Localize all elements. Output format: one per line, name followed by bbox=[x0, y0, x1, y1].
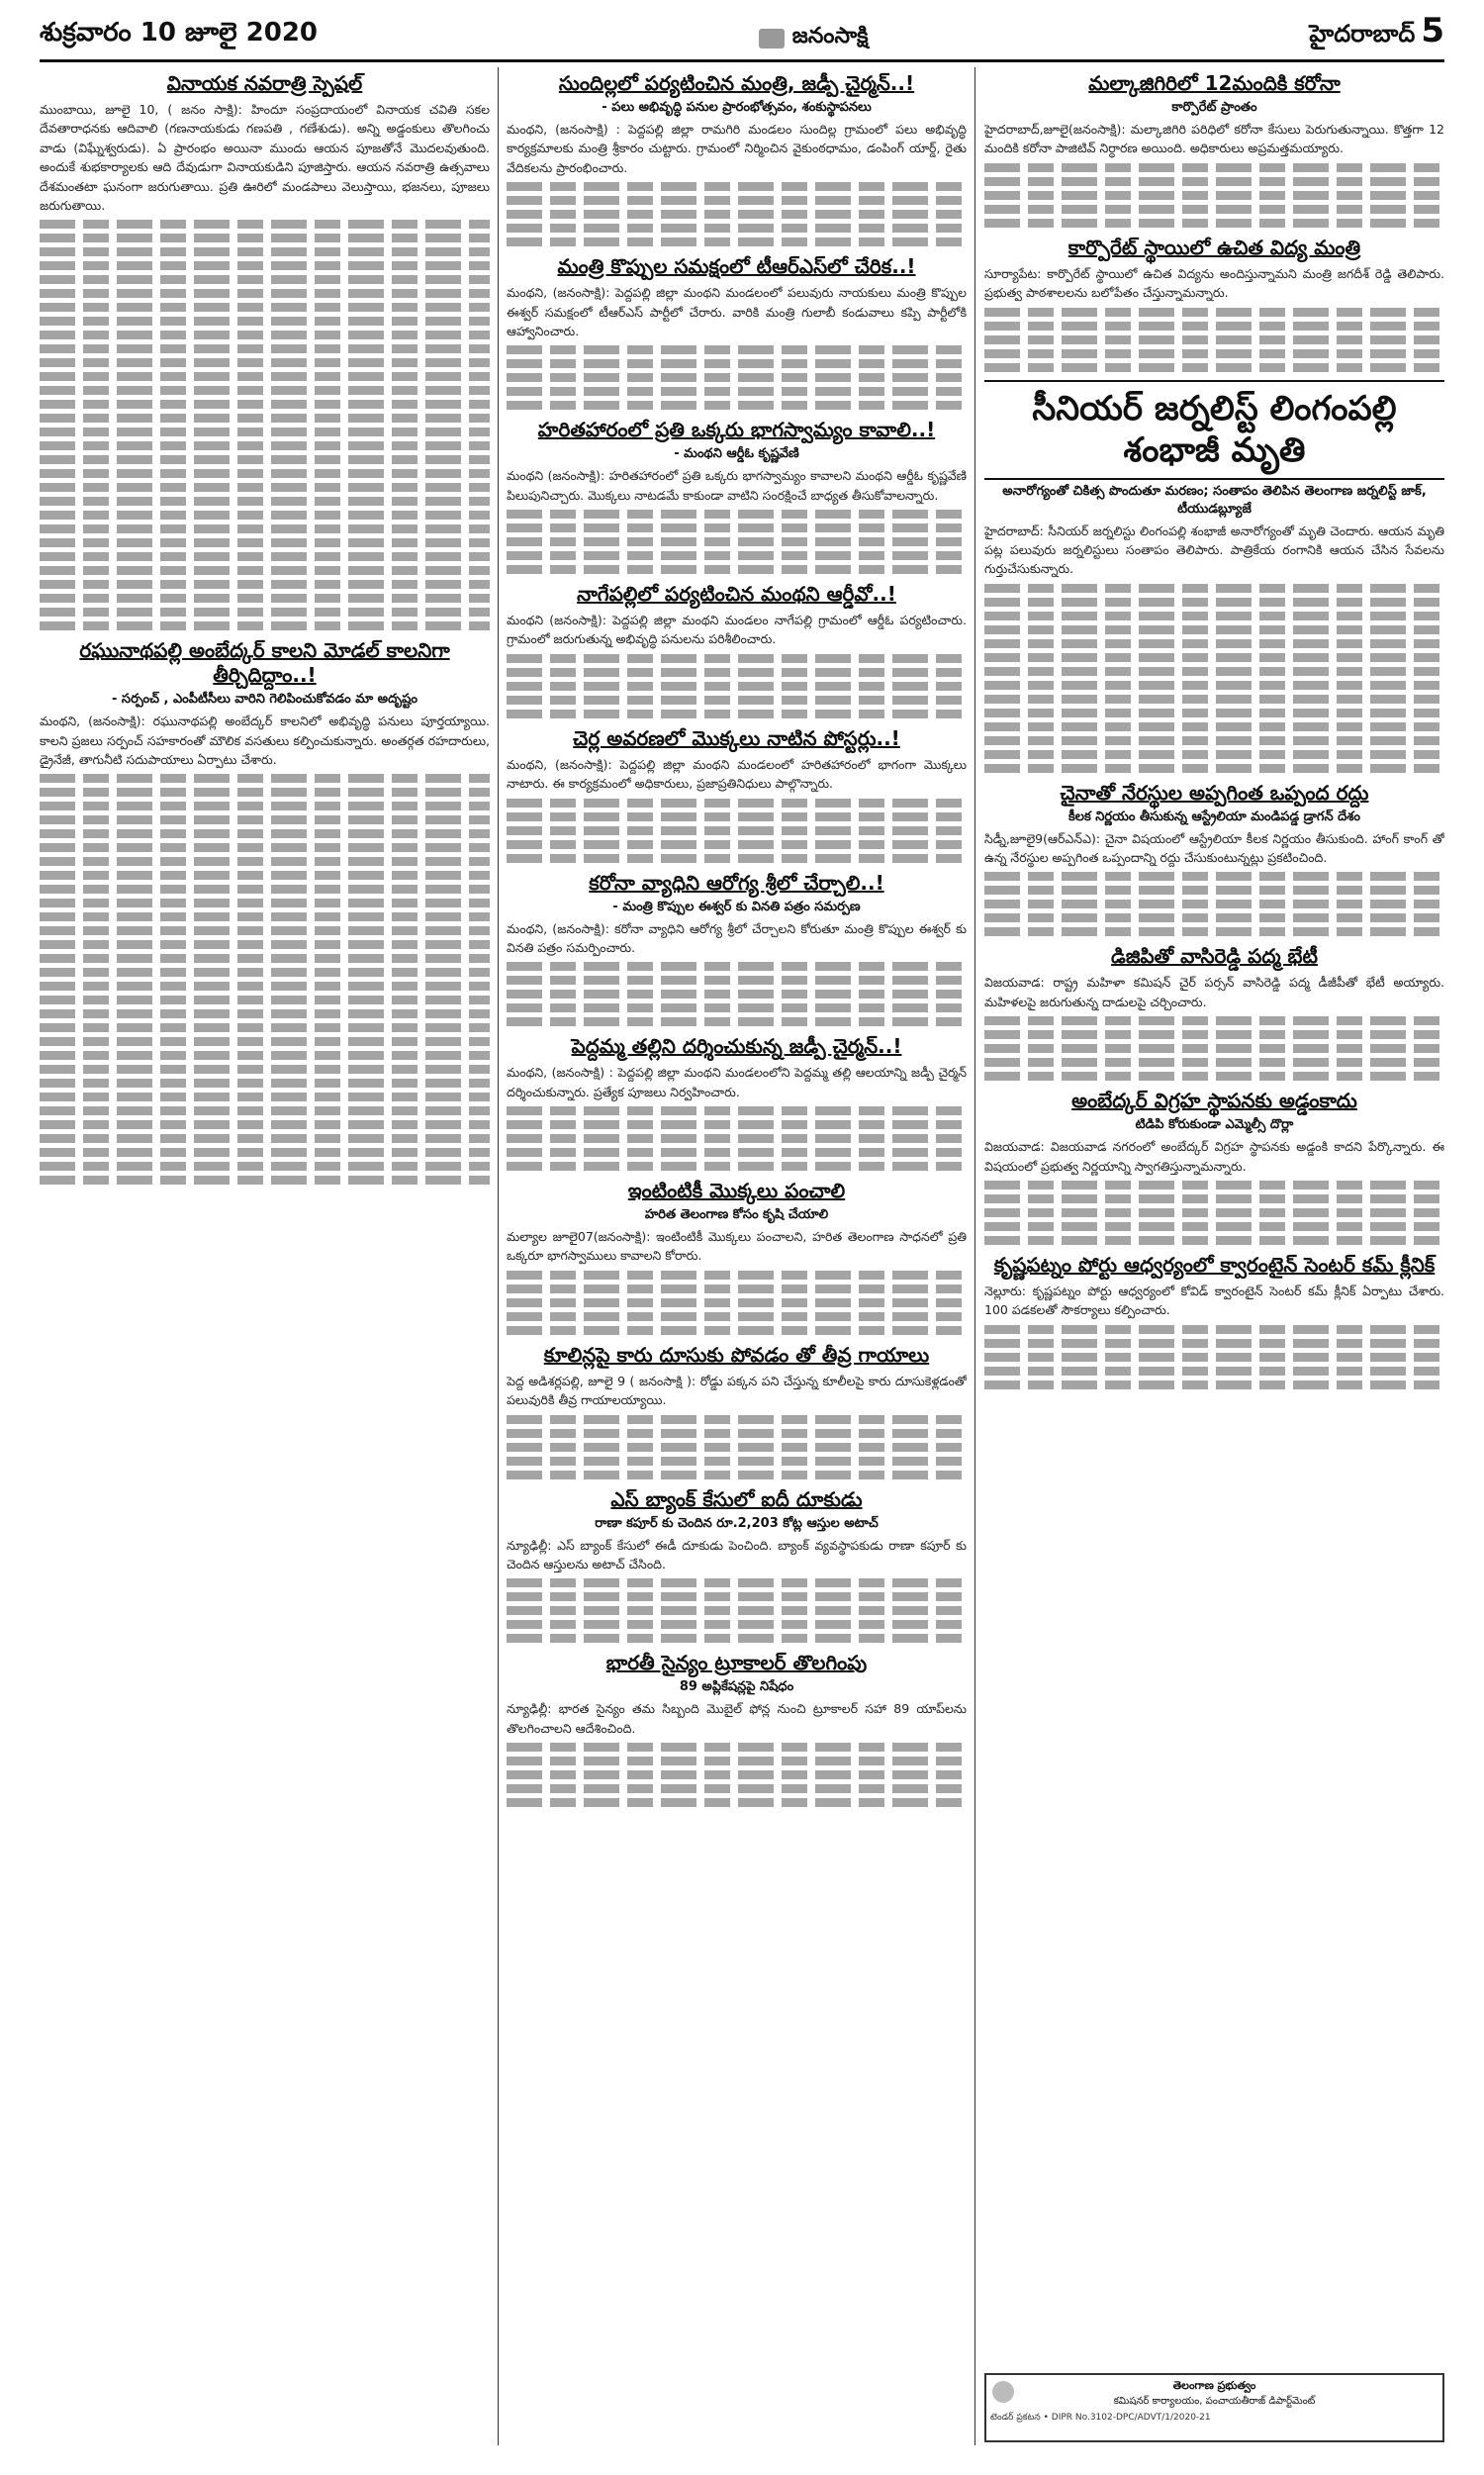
text-line-filler bbox=[40, 344, 490, 353]
text-line-filler bbox=[984, 927, 1444, 936]
text-line-filler bbox=[984, 900, 1444, 908]
text-line-filler bbox=[984, 1222, 1444, 1231]
article-body: హైదరాబాద్: సీనియర్ జర్నలిస్టు లింగంపల్లి శంభాజీ అనారోగ్యంతో మృతి చెందారు. ఆయన మృతి పట్ల పలువురు జర్నలిస్టులు సంతాపం తెలిపారు. పాత్రికేయ రంగానికి ఆయన చేసిన సేవలను గుర్తుచేసుకున్నారు. bbox=[984, 523, 1444, 577]
article-subhead: రాణా కపూర్ కు చెందిన రూ.2,203 కోట్ల ఆస్తుల అటాచ్ bbox=[595, 1515, 879, 1531]
article-body: మంథని, (జనంసాక్షి) : పెద్దపల్లి జిల్లా మంథని మండలంలోని పెద్దమ్మ తల్లి ఆలయాన్ని జడ్పీ చైర్మన్ దర్శించుకున్నారు. ప్రత్యేక పూజలు నిర్వహించారు. bbox=[507, 1065, 967, 1099]
text-line-filler bbox=[40, 857, 490, 866]
text-line-filler bbox=[507, 196, 967, 205]
article-headline: సీనియర్ జర్నలిస్ట్ లింగంపల్లి శంభాజీ మృతి bbox=[984, 380, 1444, 480]
text-line-filler bbox=[507, 1798, 967, 1807]
article-body: పెద్ద అడిశర్లపల్లి, జూలై 9 ( జనంసాక్షి ): రోడ్డు పక్కన పని చేస్తున్న కూలీలపై కారు దూసుకెళ్లడంతో పలువురికి తీవ్ర గాయాలయ్యాయి. bbox=[507, 1373, 967, 1408]
text-line-filler bbox=[507, 1743, 967, 1752]
article-body: మంథని (జనంసాక్షి): హరితహారంలో ప్రతి ఒక్కరు భాగస్వామ్యం కావాలని మంథని ఆర్డీఓ కృష్ణవేణి పిలుపునిచ్చారు. మొక్కలు నాటడమే కాకుండా వాటిని సంరక్షించే బాధ్యత తీసుకోవాలన్నారు. bbox=[507, 468, 967, 503]
article-headline: కృష్ణపట్నం పోర్టు ఆధ్వర్యంలో క్వారంటైన్ సెంటర్ కమ్ క్లీనిక్ bbox=[993, 1252, 1436, 1277]
article-body: మంథని, (జనంసాక్షి): కరోనా వ్యాధిని ఆరోగ్య శ్రీలో చేర్చాలని కోరుతూ మంత్రి కొప్పుల ఈశ్వర్ కు వినతి పత్రం సమర్పించారు. bbox=[507, 920, 967, 955]
city-name: హైదరాబాద్ bbox=[1309, 20, 1416, 48]
text-line-filler bbox=[40, 317, 490, 326]
text-line-filler bbox=[40, 1093, 490, 1101]
text-line-filler bbox=[984, 1339, 1444, 1348]
text-line-filler bbox=[507, 812, 967, 821]
text-line-filler bbox=[984, 709, 1444, 717]
text-line-filler bbox=[507, 1326, 967, 1335]
text-line-filler bbox=[40, 441, 490, 450]
text-line-filler bbox=[40, 538, 490, 547]
article-subhead: - పలు అభివృద్ధి పనుల ప్రారంభోత్సవం, శంకుస్థాపనలు bbox=[602, 100, 872, 115]
text-line-filler bbox=[984, 1236, 1444, 1245]
article-body: మంథని, (జనంసాక్షి): రఘునాథపల్లి అంబేద్కర్ కాలనిలో అభివృద్ధి పనులు పూర్తయ్యాయి. కాలని ప్రజలు సర్పంచ్ సహకారంతో మౌలిక వసతులు కల్పించుకున్నారు. అంతర్గత రహదారులు, డ్రైనేజీ, తాగునీటి సదుపాయాలు ఏర్పాటు చేశారు. bbox=[40, 714, 490, 767]
article-headline: చెర్ల అవరణలో మొక్కలు నాటిన పోస్టర్లు..! bbox=[573, 725, 900, 750]
article bbox=[507, 1179, 967, 1335]
text-line-filler bbox=[40, 455, 490, 464]
text-line-filler bbox=[40, 788, 490, 797]
paper-logo bbox=[759, 24, 869, 59]
article bbox=[984, 236, 1444, 372]
text-line-filler bbox=[984, 1380, 1444, 1389]
article-body: ముంబాయి, జూలై 10, ( జనం సాక్షి): హిందూ సంప్రదాయంలో వినాయక చవితి సకల దేవతారాధనకు ఆదివాలి (గణనాయకుడు గణపతి , గణేశుడు). అన్ని అడ్డంకులు తొలగించు వాడు (విఘ్నేశ్వరుడు). ఏ ప్రారంభం అయినా ముందు ఆయన పూజతోనే మొదలవుతుంది. అందుకే శుభకార్యాలకు ఆది దేవుడుగా వినాయకుడిని పూజిస్తారు. ఆయన నవరాత్రి ఉత్సవాలు దేశమంతటా ఘనంగా జరుగుతాయి. ప్రతి ఊరిలో మండపాలు వెలుస్తాయి, భజనలు, పూజలు జరుగుతాయి. bbox=[40, 102, 490, 213]
article-headline: సుందిల్లలో పర్యటించిన మంత్రి, జడ్పీ చైర్మన్..! bbox=[558, 71, 915, 95]
text-line-filler bbox=[507, 387, 967, 396]
text-line-filler bbox=[984, 1194, 1444, 1203]
text-line-filler bbox=[40, 483, 490, 492]
text-line-filler bbox=[40, 774, 490, 783]
text-line-filler bbox=[984, 695, 1444, 704]
article bbox=[507, 726, 967, 863]
text-line-filler bbox=[40, 566, 490, 575]
text-line-filler bbox=[40, 234, 490, 242]
issue-date: శుక్రవారం 10 జూలై 2020 bbox=[40, 18, 319, 48]
text-line-filler bbox=[40, 899, 490, 907]
article-body: న్యూఢిల్లీ: భారత సైన్యం తమ సిబ్బంది మొబైల్ ఫోన్ల నుంచి ట్రూకాలర్ సహా 89 యాప్‌లను తొలగించాలని ఆదేశించింది. bbox=[507, 1701, 967, 1736]
ad-subtitle: కమిషనర్ కార్యాలయం, పంచాయతీరాజ్ డిపార్ట్‌మెంట్ bbox=[1113, 2396, 1316, 2407]
text-line-filler bbox=[507, 1271, 967, 1280]
text-line-filler bbox=[40, 414, 490, 423]
text-line-filler bbox=[984, 1353, 1444, 1362]
text-line-filler bbox=[40, 303, 490, 312]
article-body: మల్యాల జూలై07(జనంసాక్షి): ఇంటింటికీ మొక్కలు పంచాలని, హరిత తెలంగాణ సాధనలో ప్రతి ఒక్కరూ భాగస్వాములు కావాలని కోరారు. bbox=[507, 1229, 967, 1264]
article bbox=[507, 1487, 967, 1644]
text-line-filler bbox=[507, 182, 967, 191]
text-line-filler bbox=[507, 840, 967, 849]
text-line-filler bbox=[507, 1471, 967, 1479]
text-line-filler bbox=[507, 854, 967, 863]
column-rule bbox=[974, 67, 975, 2445]
text-line-filler bbox=[507, 1003, 967, 1012]
article-subhead: కార్పొరేట్ ప్రాంతం bbox=[1171, 100, 1257, 115]
text-line-filler bbox=[507, 1606, 967, 1615]
article bbox=[507, 1343, 967, 1479]
text-line-filler bbox=[984, 308, 1444, 317]
text-line-filler bbox=[40, 1051, 490, 1060]
text-line-filler bbox=[984, 639, 1444, 648]
article-body: మంథని, (జనంసాక్షి) : పెద్దపల్లి జిల్లా రామగిరి మండలం సుందిల్ల గ్రామంలో పలు అభివృద్ధి కార్యక్రమాలకు మంత్రి శ్రీకారం చుట్టారు. గ్రామంలో నిర్మించిన వైకుంఠధామం, డంపింగ్ యార్డ్, రైతు వేదికలను ప్రారంభించారు. bbox=[507, 122, 967, 175]
text-line-filler bbox=[40, 261, 490, 270]
text-line-filler bbox=[507, 990, 967, 999]
text-line-filler bbox=[984, 349, 1444, 358]
article-headline: చైనాతో నేరస్థుల అప్పగింత ఒప్పంద రద్దు bbox=[1060, 780, 1369, 805]
text-line-filler bbox=[984, 1208, 1444, 1217]
article bbox=[984, 71, 1444, 228]
text-line-filler bbox=[984, 1181, 1444, 1190]
article bbox=[984, 1089, 1444, 1245]
article-body: విజయవాడ: రాష్ట్ర మహిళా కమిషన్ చైర్ పర్సన్ వాసిరెడ్డి పద్మ డీజీపీతో భేటీ అయ్యారు. మహిళలపై జరుగుతున్న దాడులపై చర్చించారు. bbox=[984, 975, 1444, 1009]
text-line-filler bbox=[507, 1162, 967, 1171]
text-line-filler bbox=[40, 372, 490, 381]
article-subhead: కీలక నిర్ణయం తీసుకున్న ఆస్ట్రేలియా మండిపడ్డ డ్రాగన్ దేశం bbox=[1067, 809, 1361, 824]
text-line-filler bbox=[507, 962, 967, 971]
text-line-filler bbox=[40, 428, 490, 436]
text-line-filler bbox=[40, 815, 490, 824]
article-body: న్యూఢిల్లీ: ఎస్ బ్యాంక్ కేసులో ఈడీ దూకుడు పెంచింది. బ్యాంక్ వ్యవస్థాపకుడు రాణా కపూర్ కు చెందిన ఆస్తులను అటాచ్ చేసింది. bbox=[507, 1537, 967, 1571]
text-line-filler bbox=[507, 1017, 967, 1026]
text-line-filler bbox=[40, 1162, 490, 1171]
text-line-filler bbox=[507, 682, 967, 691]
text-line-filler bbox=[507, 654, 967, 663]
text-line-filler bbox=[507, 551, 967, 560]
text-line-filler bbox=[507, 537, 967, 546]
text-line-filler bbox=[507, 1298, 967, 1307]
column-2 bbox=[507, 67, 967, 2445]
text-line-filler bbox=[40, 1065, 490, 1074]
text-line-filler bbox=[984, 872, 1444, 881]
text-line-filler bbox=[507, 224, 967, 233]
text-line-filler bbox=[984, 1030, 1444, 1039]
text-line-filler bbox=[40, 926, 490, 935]
article-headline: హరితహారంలో ప్రతి ఒక్కరు భాగస్వామ్యం కావాలి..! bbox=[537, 418, 936, 442]
text-line-filler bbox=[507, 1620, 967, 1629]
article-headline: డిజిపితో వాసిరెడ్డి పద్మ భేటీ bbox=[1111, 944, 1318, 969]
text-line-filler bbox=[507, 1120, 967, 1129]
text-line-filler bbox=[40, 247, 490, 256]
text-line-filler bbox=[40, 885, 490, 894]
text-line-filler bbox=[984, 363, 1444, 372]
article-headline: కార్పొరేట్ స్థాయిలో ఉచిత విద్య మంత్రి bbox=[1067, 235, 1361, 259]
text-line-filler bbox=[984, 322, 1444, 331]
article bbox=[984, 781, 1444, 937]
text-line-filler bbox=[40, 594, 490, 603]
text-line-filler bbox=[40, 289, 490, 298]
text-line-filler bbox=[40, 940, 490, 949]
text-line-filler bbox=[984, 1325, 1444, 1334]
text-line-filler bbox=[40, 996, 490, 1004]
logo-icon bbox=[759, 29, 785, 48]
text-line-filler bbox=[40, 497, 490, 506]
text-line-filler bbox=[507, 359, 967, 368]
text-line-filler bbox=[507, 1134, 967, 1143]
text-line-filler bbox=[40, 552, 490, 561]
text-line-filler bbox=[40, 524, 490, 533]
article bbox=[984, 1253, 1444, 1389]
paper-name: జనంసాక్షి bbox=[791, 24, 869, 48]
text-line-filler bbox=[984, 191, 1444, 200]
text-line-filler bbox=[984, 1016, 1444, 1025]
ad-footer: టెండర్ ప్రకటన • DIPR No.3102-DPC/ADVT/1/2020-21 bbox=[990, 2413, 1211, 2423]
article-headline: నాగేపల్లిలో పర్యటించిన మంథని ఆర్డీవో..! bbox=[577, 582, 896, 606]
text-line-filler bbox=[984, 913, 1444, 922]
text-line-filler bbox=[40, 982, 490, 991]
article-subhead: 89 అప్లికేషన్లపై నిషేధం bbox=[679, 1679, 794, 1695]
article-body: మంథని (జనంసాక్షి): పెద్దపల్లి జిల్లా మంథని మండలం నాగేపల్లి గ్రామంలో ఆర్డీఓ పర్యటించారు. గ్రామంలో జరుగుతున్న అభివృద్ధి పనులను పరిశీలించారు. bbox=[507, 613, 967, 647]
article-subhead: అనారోగ్యంతో చికిత్స పొందుతూ మరణం; సంతాపం తెలిపిన తెలంగాణ జర్నలిస్ట్ జాక్, టీయుడబ్ల్యూజే bbox=[1002, 483, 1427, 517]
text-line-filler bbox=[984, 1058, 1444, 1067]
text-line-filler bbox=[984, 1367, 1444, 1376]
text-line-filler bbox=[984, 598, 1444, 607]
text-line-filler bbox=[507, 210, 967, 219]
article bbox=[507, 871, 967, 1027]
article bbox=[40, 71, 490, 630]
column-rule bbox=[498, 67, 499, 2445]
text-line-filler bbox=[984, 1044, 1444, 1053]
text-line-filler bbox=[40, 912, 490, 921]
article-body: సూర్యాపేట: కార్పొరేట్ స్థాయిలో ఉచిత విద్యను అందిస్తున్నామని మంత్రి జగదీశ్ రెడ్డి తెలిపారు. ప్రభుత్వ పాఠశాలలను బలోపేతం చేస్తున్నామన్నారు. bbox=[984, 265, 1444, 301]
text-line-filler bbox=[507, 238, 967, 246]
text-line-filler bbox=[507, 401, 967, 410]
text-line-filler bbox=[984, 886, 1444, 895]
article bbox=[984, 944, 1444, 1081]
text-line-filler bbox=[40, 386, 490, 395]
text-line-filler bbox=[984, 612, 1444, 620]
article-subhead: - మంథని ఆర్డీఓ కృష్ణవేణి bbox=[674, 446, 799, 462]
text-line-filler bbox=[507, 1757, 967, 1765]
article-subhead: టిడిపి కోరుకుండా ఎమ్మెల్సీ దొర్లా bbox=[1135, 1117, 1294, 1133]
article-headline: వినాయక నవరాత్రి స్పెషల్ bbox=[166, 71, 363, 95]
text-line-filler bbox=[40, 1079, 490, 1088]
article-headline: భారతీ సైన్యం ట్రూకాలర్ తొలగింపు bbox=[605, 1651, 868, 1675]
text-line-filler bbox=[40, 400, 490, 409]
text-line-filler bbox=[40, 580, 490, 589]
text-line-filler bbox=[507, 1634, 967, 1643]
text-line-filler bbox=[984, 177, 1444, 186]
article bbox=[984, 380, 1444, 773]
text-line-filler bbox=[984, 764, 1444, 773]
article-body: నెల్లూరు: కృష్ణపట్నం పోర్టు ఆధ్వర్యంలో కోవిడ్ క్వారంటైన్ సెంటర్ కమ్ క్లీనిక్ ఏర్పాటు చేశారు. 100 పడకలతో సౌకర్యాలు కల్పించారు. bbox=[984, 1283, 1444, 1318]
article bbox=[507, 582, 967, 718]
article bbox=[507, 254, 967, 410]
text-line-filler bbox=[984, 205, 1444, 214]
article-headline: అంబేద్కర్ విగ్రహ స్థాపనకు అడ్డంకాదు bbox=[1071, 1089, 1357, 1113]
ad-title: తెలంగాణ ప్రభుత్వం bbox=[1172, 2379, 1256, 2392]
text-line-filler bbox=[40, 511, 490, 520]
text-line-filler bbox=[984, 219, 1444, 228]
article-headline: కరోనా వ్యాధిని ఆరోగ్య శ్రీలో చేర్చాలి..! bbox=[589, 870, 884, 895]
article bbox=[507, 1651, 967, 1807]
text-line-filler bbox=[40, 469, 490, 478]
masthead bbox=[40, 11, 1444, 62]
text-line-filler bbox=[507, 1578, 967, 1587]
article-headline: మంత్రి కొప్పుల సమక్షంలో టీఆర్ఎస్‌లో చేరిక..! bbox=[557, 254, 916, 279]
text-line-filler bbox=[507, 1148, 967, 1157]
text-line-filler bbox=[507, 1415, 967, 1424]
text-line-filler bbox=[984, 667, 1444, 676]
text-line-filler bbox=[984, 163, 1444, 172]
text-line-filler bbox=[507, 1312, 967, 1321]
article bbox=[40, 638, 490, 1185]
article bbox=[507, 1034, 967, 1171]
text-line-filler bbox=[40, 1009, 490, 1018]
govt-seal-icon bbox=[992, 2381, 1014, 2403]
text-line-filler bbox=[40, 871, 490, 880]
article-headline: ఎస్ బ్యాంక్ కేసులో ఐదీ దూకుడు bbox=[610, 1486, 863, 1511]
text-line-filler bbox=[40, 843, 490, 852]
article-headline: ఇంటింటికీ మొక్కలు పంచాలి bbox=[627, 1179, 846, 1202]
text-line-filler bbox=[507, 710, 967, 718]
article-body: హైదరాబాద్,జూలై(జనంసాక్షి): మల్కాజిగిరి పరిధిలో కరోనా కేసులు పెరుగుతున్నాయి. కొత్తగా 12 మందికి కరోనా పాజిటివ్ నిర్ధారణ అయింది. అధికారులు అప్రమత్తమయ్యారు. bbox=[984, 122, 1444, 156]
article bbox=[507, 418, 967, 574]
text-line-filler bbox=[507, 1784, 967, 1793]
text-line-filler bbox=[507, 826, 967, 835]
text-line-filler bbox=[40, 331, 490, 339]
text-line-filler bbox=[40, 802, 490, 810]
text-line-filler bbox=[507, 345, 967, 354]
text-line-filler bbox=[507, 1106, 967, 1115]
text-line-filler bbox=[984, 584, 1444, 593]
column-3 bbox=[984, 67, 1444, 2366]
text-line-filler bbox=[40, 1120, 490, 1129]
article-subhead: హరిత తెలంగాణ కోసం కృషి చేయాలి bbox=[644, 1207, 829, 1222]
text-line-filler bbox=[984, 736, 1444, 745]
article-body: మంథని, (జనంసాక్షి): పెద్దపల్లి జిల్లా మంథని మండలంలో పలువురు నాయకులు మంత్రి కొప్పుల ఈశ్వర్ సమక్షంలో టీఆర్ఎస్ పార్టీలో చేరారు. వారికి మంత్రి గులాబీ కండువాలు కప్పి పార్టీలోకి ఆహ్వానించారు. bbox=[507, 285, 967, 338]
text-line-filler bbox=[507, 1770, 967, 1779]
text-line-filler bbox=[40, 358, 490, 367]
article-body: సిడ్నీ,జూలై9(ఆర్ఎన్ఎ): చైనా విషయంలో ఆస్ట్రేలియా కీలక నిర్ణయం తీసుకుంది. హాంగ్ కాంగ్ తో ఉన్న నేరస్థుల అప్పగింత ఒప్పందాన్ని రద్దు చేసుకుంటున్నట్లు ప్రకటించింది. bbox=[984, 830, 1444, 865]
text-line-filler bbox=[507, 1457, 967, 1466]
text-line-filler bbox=[40, 1106, 490, 1115]
text-line-filler bbox=[507, 1285, 967, 1293]
article-headline: పెద్దమ్మ తల్లిని దర్శించుకున్న జడ్పీ చైర్మన్..! bbox=[571, 1034, 902, 1059]
text-line-filler bbox=[984, 653, 1444, 662]
text-line-filler bbox=[984, 722, 1444, 731]
text-line-filler bbox=[40, 275, 490, 284]
text-line-filler bbox=[507, 1592, 967, 1601]
article-body: విజయవాడ: విజయవాడ నగరంలో అంబేద్కర్ విగ్రహ స్థాపనకు అడ్డంకి కాదని పేర్కొన్నారు. ఈ విషయంలో ప్రభుత్వ నిర్ణయాన్ని స్వాగతిస్తున్నామన్నారు. bbox=[984, 1139, 1444, 1174]
text-line-filler bbox=[40, 220, 490, 229]
text-line-filler bbox=[40, 1037, 490, 1046]
text-line-filler bbox=[40, 968, 490, 977]
article-headline: మల్కాజిగిరిలో 12మందికి కరోనా bbox=[1088, 71, 1341, 95]
text-line-filler bbox=[507, 373, 967, 382]
text-line-filler bbox=[984, 1072, 1444, 1081]
text-line-filler bbox=[984, 750, 1444, 759]
text-line-filler bbox=[40, 1148, 490, 1157]
text-line-filler bbox=[507, 510, 967, 519]
text-line-filler bbox=[40, 1023, 490, 1032]
text-line-filler bbox=[40, 621, 490, 630]
article-headline: రఘునాథపల్లి అంబేద్కర్ కాలని మోడల్ కాలనిగా తీర్చిదిద్దాం..! bbox=[79, 638, 450, 688]
article bbox=[507, 71, 967, 246]
article-body: మంథని, (జనంసాక్షి): పెద్దపల్లి జిల్లా మంథని మండలంలో హరితహారంలో భాగంగా మొక్కలు నాటారు. ఈ కార్యక్రమంలో అధికారులు, ప్రజాప్రతినిధులు పాల్గొన్నారు. bbox=[507, 756, 967, 792]
text-line-filler bbox=[984, 681, 1444, 690]
text-line-filler bbox=[40, 1176, 490, 1185]
tender-advertisement bbox=[984, 2373, 1444, 2442]
text-line-filler bbox=[40, 608, 490, 617]
text-line-filler bbox=[40, 829, 490, 838]
text-line-filler bbox=[507, 565, 967, 574]
column-1 bbox=[40, 67, 490, 2445]
text-line-filler bbox=[507, 696, 967, 705]
text-line-filler bbox=[507, 799, 967, 808]
text-line-filler bbox=[984, 625, 1444, 634]
text-line-filler bbox=[507, 1443, 967, 1452]
text-line-filler bbox=[40, 1134, 490, 1143]
article-headline: కూలిన్లపై కారు దూసుకు పోవడం తో తీవ్ర గాయాలు bbox=[543, 1342, 930, 1367]
city-page bbox=[1309, 11, 1444, 59]
text-line-filler bbox=[40, 954, 490, 963]
text-line-filler bbox=[507, 668, 967, 677]
article-subhead: - మంత్రి కొప్పుల ఈశ్వర్ కు వినతి పత్రం సమర్పణ bbox=[612, 899, 861, 914]
page-number: 5 bbox=[1421, 11, 1444, 50]
text-line-filler bbox=[507, 524, 967, 532]
article-subhead: - సర్పంచ్ , ఎంపీటీసీలు వారిని గెలిపించుకోవడం మా అదృష్టం bbox=[112, 692, 417, 708]
text-line-filler bbox=[507, 976, 967, 985]
text-line-filler bbox=[984, 335, 1444, 344]
text-line-filler bbox=[507, 1429, 967, 1438]
